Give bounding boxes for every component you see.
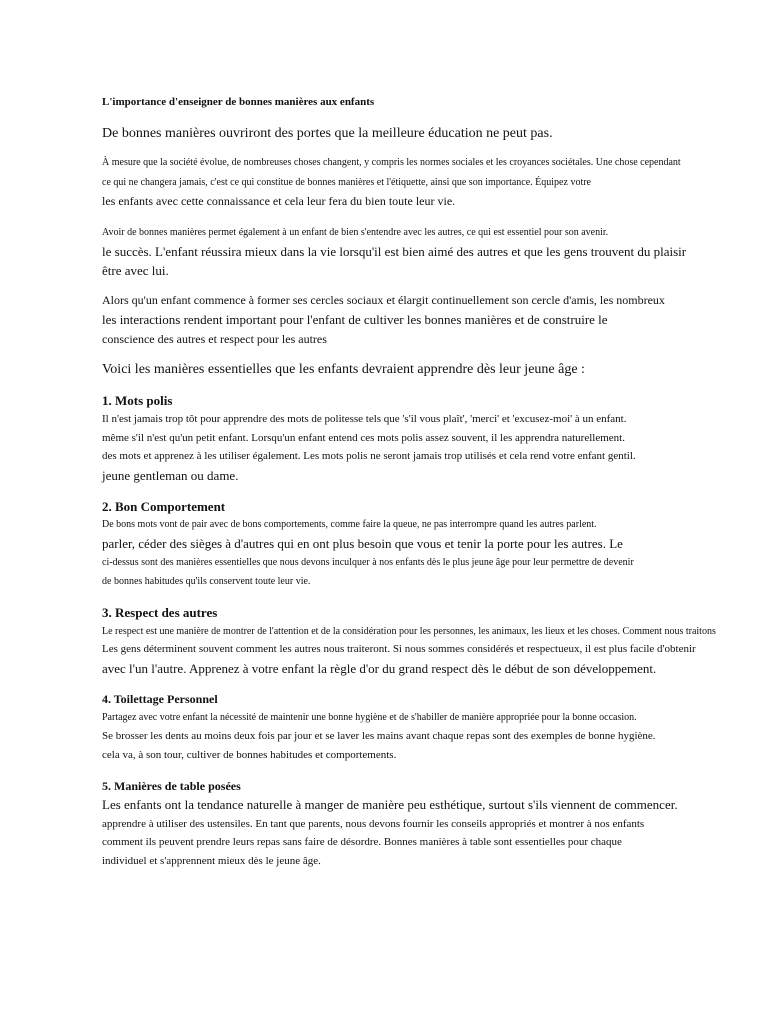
section-line: jeune gentleman ou dame.: [102, 468, 239, 483]
section-heading: 2. Bon Comportement: [102, 499, 226, 514]
lead-sentence: Voici les manières essentielles que les enfants devraient apprendre dès leur jeune âge :: [102, 362, 585, 377]
para3-line: conscience des autres et respect pour les autres: [102, 332, 327, 346]
section-line: Se brosser les dents au moins deux fois par jour et se laver les mains avant chaque repas sont des exemples de bonne hygiène.: [102, 730, 656, 742]
section-heading: 3. Respect des autres: [102, 605, 218, 620]
para3-line: Alors qu'un enfant commence à former ses cercles sociaux et élargit continuellement son cercle d'amis, les nombreux: [102, 293, 665, 307]
section-line: de bonnes habitudes qu'ils conservent toute leur vie.: [102, 576, 311, 587]
section-line: Partagez avec votre enfant la nécessité de maintenir une bonne hygiène et de s'habiller de manière appropriée pour la bonne occasion.: [102, 712, 637, 723]
section-line: Le respect est une manière de montrer de l'attention et de la considération pour les personnes, les animaux, les lieux et les choses. Comment nous traitons: [102, 626, 716, 637]
section-line: avec l'un l'autre. Apprenez à votre enfant la règle d'or du grand respect dès le début de son développement.: [102, 661, 657, 676]
section-line: De bons mots vont de pair avec de bons comportements, comme faire la queue, ne pas interrompre quand les autres parlent.: [102, 519, 597, 530]
section-line: individuel et s'apprennent mieux dès le jeune âge.: [102, 855, 321, 867]
section-line: Il n'est jamais trop tôt pour apprendre des mots de politesse tels que 's'il vous plaît', 'merci' et 'excusez-moi' à un enfant.: [102, 413, 627, 425]
section-line: Les gens déterminent souvent comment les autres nous traiteront. Si nous sommes considérés et respectueux, il est plus facile d'obtenir: [102, 643, 696, 655]
section-heading: 4. Toilettage Personnel: [102, 692, 218, 706]
section-line: ci-dessus sont des manières essentielles que nous devons inculquer à nos enfants dès le plus jeune âge pour leur permettre de devenir: [102, 557, 634, 568]
section-line: Les enfants ont la tendance naturelle à manger de manière peu esthétique, surtout s'ils viennent de commencer.: [102, 797, 678, 812]
section-heading: 5. Manières de table posées: [102, 779, 241, 793]
intro-line: ce qui ne changera jamais, c'est ce qui constitue de bonnes manières et l'étiquette, ainsi que son importance. Équipez votre: [102, 177, 591, 188]
para3-line: les interactions rendent important pour l'enfant de cultiver les bonnes manières et de construire le: [102, 312, 608, 327]
section-line: même s'il n'est qu'un petit enfant. Lorsqu'un enfant entend ces mots polis assez souvent, il les apprendra naturellement.: [102, 432, 625, 444]
section-heading: 1. Mots polis: [102, 393, 173, 408]
para2-line: être avec lui.: [102, 263, 169, 278]
para2-line: le succès. L'enfant réussira mieux dans la vie lorsqu'il est bien aimé des autres et que les gens trouvent du plaisir: [102, 244, 687, 259]
intro-line: À mesure que la société évolue, de nombreuses choses changent, y compris les normes sociales et les croyances sociétales. Une chose cependant: [102, 157, 681, 168]
intro-line: les enfants avec cette connaissance et cela leur fera du bien toute leur vie.: [102, 194, 456, 208]
section-line: comment ils peuvent prendre leurs repas sans faire de désordre. Bonnes manières à table sont essentielles pour chaque: [102, 836, 622, 848]
doc-subtitle: De bonnes manières ouvriront des portes que la meilleure éducation ne peut pas.: [102, 126, 553, 141]
section-line: des mots et apprenez à les utiliser également. Les mots polis ne seront jamais trop utilisés et cela rend votre enfant gentil.: [102, 450, 636, 462]
section-line: parler, céder des sièges à d'autres qui en ont plus besoin que vous et tenir la porte pour les autres. Le: [102, 536, 623, 551]
para2-line: Avoir de bonnes manières permet également à un enfant de bien s'entendre avec les autres, ce qui est essentiel pour son avenir.: [102, 227, 609, 238]
section-line: cela va, à son tour, cultiver de bonnes habitudes et comportements.: [102, 749, 397, 761]
section-line: apprendre à utiliser des ustensiles. En tant que parents, nous devons fournir les conseils appropriés et montrer à nos enfants: [102, 818, 645, 830]
doc-title: L'importance d'enseigner de bonnes manières aux enfants: [102, 96, 375, 108]
